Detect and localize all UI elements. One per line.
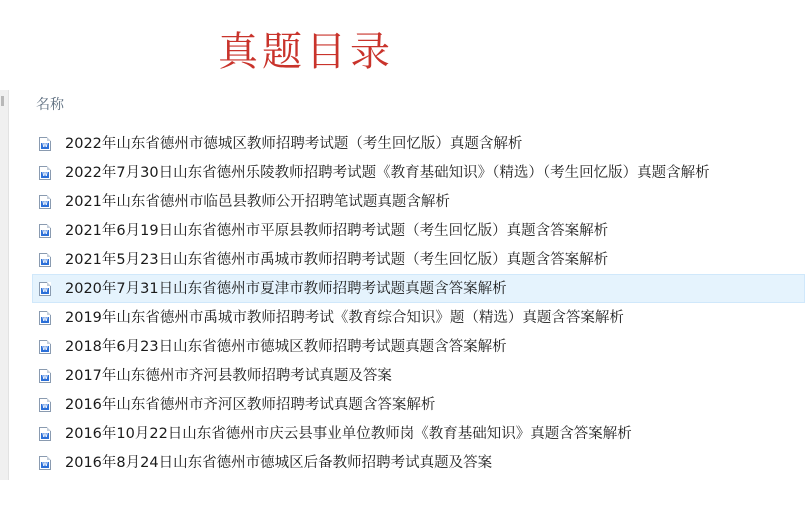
pane-scroll-marker [1, 96, 4, 106]
word-document-icon: W [39, 369, 51, 383]
file-row[interactable] [32, 158, 805, 187]
file-row[interactable] [32, 361, 805, 390]
file-name: 2016年山东省德州市齐河区教师招聘考试真题含答案解析 [65, 396, 436, 413]
file-row[interactable] [32, 448, 805, 477]
word-document-icon: W [39, 427, 51, 441]
file-name: 2021年6月19日山东省德州市平原县教师招聘考试题（考生回忆版）真题含答案解析 [65, 222, 609, 239]
file-name: 2021年5月23日山东省德州市禹城市教师招聘考试题（考生回忆版）真题含答案解析 [65, 251, 609, 268]
file-row[interactable] [32, 303, 805, 332]
word-document-icon: W [39, 195, 51, 209]
word-document-icon: W [39, 398, 51, 412]
word-document-icon: W [39, 137, 51, 151]
file-row[interactable] [32, 419, 805, 448]
word-document-icon: W [39, 311, 51, 325]
file-row[interactable] [32, 332, 805, 361]
file-name: 2021年山东省德州市临邑县教师公开招聘笔试题真题含解析 [65, 193, 450, 210]
file-name: 2018年6月23日山东省德州市德城区教师招聘考试题真题含答案解析 [65, 338, 507, 355]
file-row[interactable] [32, 129, 805, 158]
word-document-icon: W [39, 253, 51, 267]
word-document-icon: W [39, 456, 51, 470]
navigation-pane-edge[interactable] [0, 90, 9, 480]
file-name: 2016年8月24日山东省德州市德城区后备教师招聘考试真题及答案 [65, 454, 493, 471]
word-document-icon: W [39, 282, 51, 296]
file-name: 2016年10月22日山东省德州市庆云县事业单位教师岗《教育基础知识》真题含答案解析 [65, 425, 632, 442]
file-name: 2019年山东省德州市禹城市教师招聘考试《教育综合知识》题（精选）真题含答案解析 [65, 309, 624, 326]
file-name: 2020年7月31日山东省德州市夏津市教师招聘考试题真题含答案解析 [65, 280, 507, 297]
word-document-icon: W [39, 166, 51, 180]
word-document-icon: W [39, 224, 51, 238]
file-name: 2022年7月30日山东省德州乐陵教师招聘考试题《教育基础知识》（精选）（考生回忆版）真题含解析 [65, 164, 710, 181]
file-row[interactable] [32, 216, 805, 245]
file-list [32, 129, 805, 477]
file-row-selected[interactable] [32, 274, 805, 303]
file-name: 2017年山东德州市齐河县教师招聘考试真题及答案 [65, 367, 392, 384]
word-document-icon: W [39, 340, 51, 354]
file-row[interactable] [32, 187, 805, 216]
page-title: 真题目录 [218, 29, 394, 75]
file-row[interactable] [32, 245, 805, 274]
file-row[interactable] [32, 390, 805, 419]
name-column-header[interactable]: 名称 [36, 97, 64, 113]
file-name: 2022年山东省德州市德城区教师招聘考试题（考生回忆版）真题含解析 [65, 135, 523, 152]
